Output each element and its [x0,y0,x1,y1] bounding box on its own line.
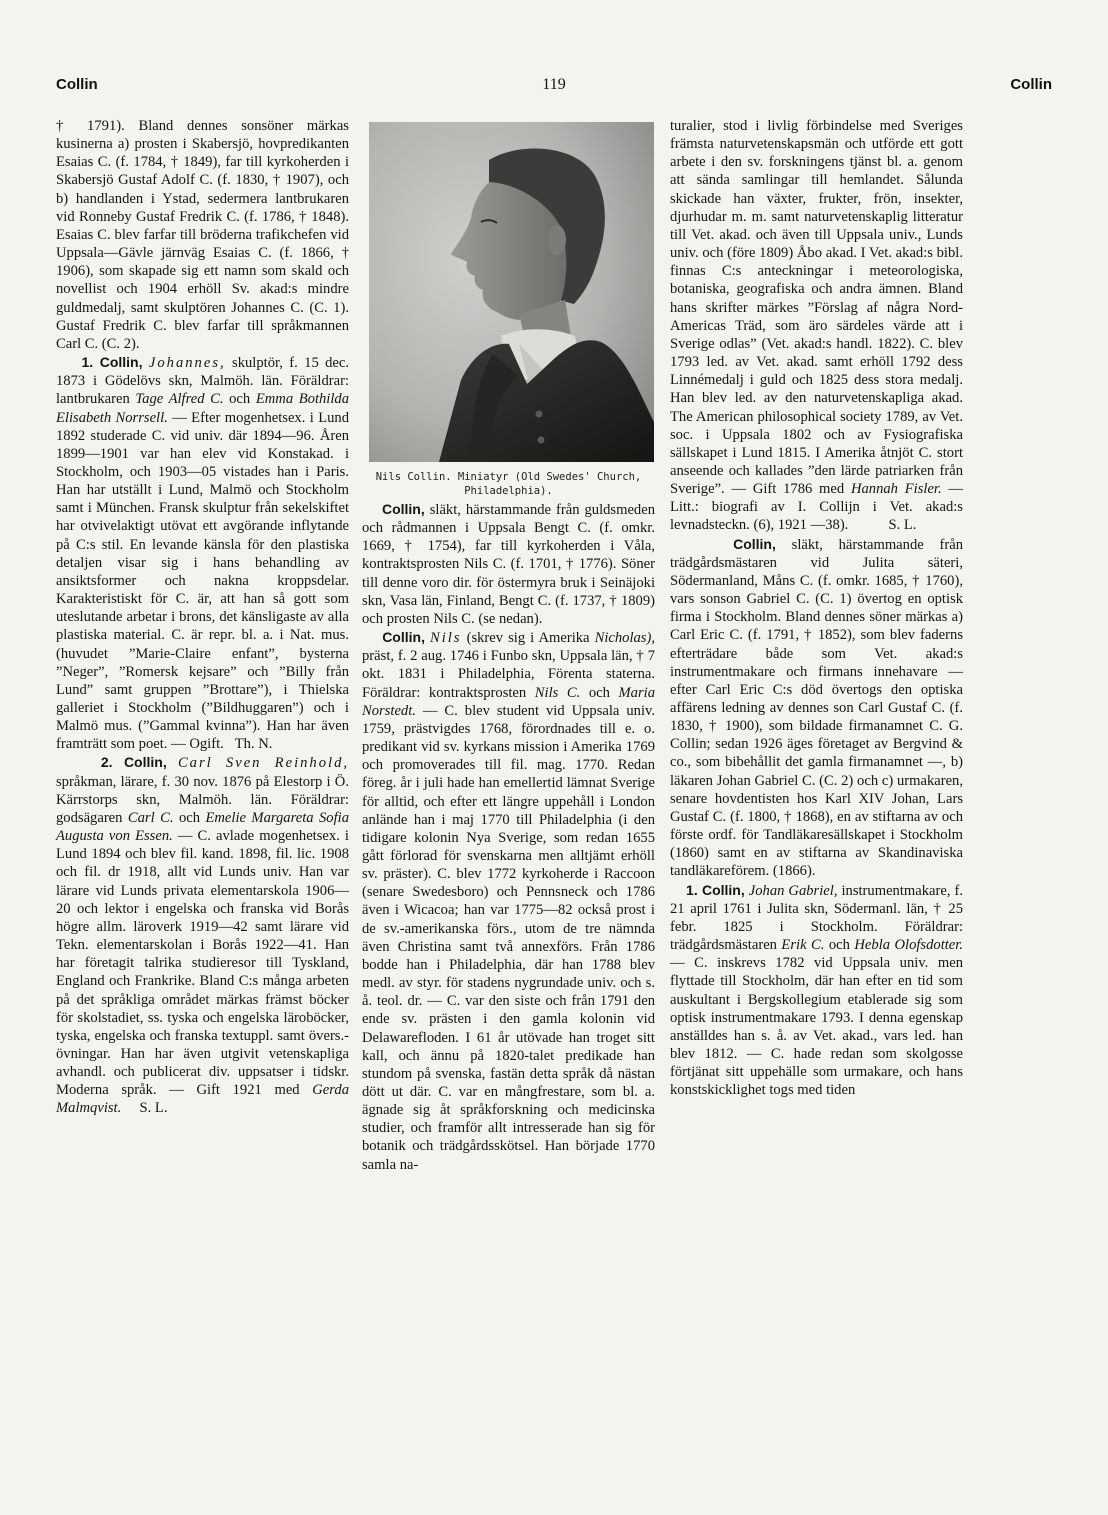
entry-nils-continued [670,117,963,535]
parent-name: Erik C. [781,937,825,954]
entry-text: och [223,391,256,408]
page-number: 119 [542,76,566,93]
spouse-name: Hannah Fisler. [850,481,942,498]
entry-text: skulptör, f. 15 dec. 1873 i Gödelövs skn, Malmöh. län. Föräldrar: lantbrukaren [56,355,350,408]
entry-johannes [56,353,349,753]
author-signature: S. L. [139,1100,168,1117]
alt-name: Nicholas), [594,630,655,647]
entry-text: släkt, härstammande från trädgårdsmästaren vid Julita säteri, Södermanland, Måns C. (f. omkr. 1685, † 1760), vars sonson Gabriel C. (C. 1) övertog en optisk firma i Stockholm. Bland dennes söner märkas a) Carl Eric C. (f. 1791, † 1852), som blev faderns efterträdare både som Vet. akad:s instrumentmakare och firmans innehavare — efter Carl Eric C:s död övertogs den optiska affärens ledning av dennes son Carl Gustaf C. (f. 1830, † 1900), som bildade firmanamnet C. G. Collin; sedan 1926 äges företaget av Bergvind & co., som bibehållit det gamla firmanamnet —, b) läkaren Johan Gabriel C. (C. 2) och c) urmakaren, senare hovdentisten hos Karl XIV Johan, Lars Gustaf C. (f. 1800, † 1868), en av stiftarna av och förste ordf. för Tandläkaresällskapet i Stockholm (1860) samt en av stiftarna av Skandinaviska tandläkareförem. (1866). [670,536,963,880]
entry-carl [56,753,349,1117]
entry-text: (skrev sig i Amerika [461,630,595,647]
column-right [670,117,963,1099]
author-signature: S. L. [888,517,917,534]
parent-name: Carl C. [127,809,174,826]
entry-family-1 [362,500,655,628]
entry-label: 1. Collin, [686,881,745,898]
entry-text: präst, f. 2 aug. 1746 i Funbo skn, Uppsala län, † 7 okt. 1831 i Philadelphia, Förenta staterna. Föräldrar: kontraktsprosten [362,648,655,701]
parent-name: Maria Norstedt. [362,684,655,719]
parent-name: Hebla Olofsdotter. [854,937,963,954]
entry-text: och [824,937,855,954]
portrait-drawing [369,122,654,462]
entry-name: Carl Sven Reinhold, [177,755,350,772]
entry-text: — Litt.: biografi av I. Collijn i Vet. akad:s levnadsteckn. (6), 1921 —38). [670,481,963,534]
parent-name: Tage Alfred C. [135,391,224,408]
running-head-right: Collin [1010,76,1052,93]
entry-name: Johannes, [148,355,226,372]
entry-text: och [580,684,619,701]
portrait-caption: Nils Collin. Miniatyr (Old Swedes' Church, Philadelphia). [375,471,642,497]
entry-family-2 [670,535,963,881]
entry-text: instrumentmakare, f. 21 april 1761 i Julita skn, Södermanl. län, † 25 febr. 1825 i Stockholm. Föräldrar: trädgårdsmästaren [670,882,963,954]
intro-paragraph: † 1791). Bland dennes sonsöner märkas kusinerna a) prosten i Skabersjö, hovpredikanten Esaias C. (f. 1784, † 1849), far till kyrkoherden i Skabersjö Gustaf Adolf C. (f. 1830, † 1907), och b) handlanden i Ystad, sedermera lantbrukaren vid Ronneby Gustaf Fredrik C. (f. 1786, † 1848). Esaias C. blev farfar till bröderna trafikchefen vid Uppsala—Gävle järnväg Esaias C. (f. 1866, † 1906), som skapade sig ett namn som skald och novellist och 1904 erhöll Sv. akad:s mindre guldmedalj, samt skulptören Johannes C. (C. 1). Gustaf Fredrik C. blev farfar till språkmannen Carl C. (C. 2). [56,118,349,352]
entry-name: Nils [430,630,462,647]
parent-name: Emma Bothilda Elisabeth Norrsell. [56,391,349,426]
parent-name: Nils C. [534,684,581,701]
entry-text: turalier, stod i livlig förbindelse med Sveriges främsta naturvetenskapsmän och utförde ett gott arbete i den sv. forskningens tjänst bl. a. genom att sända samlingar till hemlandet. Sålunda skickade han växter, frukter, frön, insekter, djurhudar m. m. samt naturvetenskaplig litteratur till Vet. akad. och även till Uppsala univ., Lunds univ. och (före 1809) Åbo akad. I Vet. akad:s bibl. finnas C:s anteckningar i meteorologiska, botaniska, geografiska och andra ämnen. Bland hans skrifter märkes ”Förslag af några Nord-Americas Träd, som äro särdeles värde att i Sverige odlas” (Vet. akad:s handl. 1822). C. blev 1793 led. av Vet. akad. samt erhöll 1792 dess Linnémedalj i guld och 1825 dess stora medalj. Han blev led. av den naturvetenskapliga akad. The American philosophical society 1789, av Vet. soc. i Uppsala 1802 och av Fysiografiska sällskapet i Lund 1815. I Amerika åtnjöt C. stort anseende och kallades ”den lärde patriarken från Sverige”. — Gift 1786 med [670,118,963,498]
entry-label: Collin, [381,501,425,517]
entry-text: släkt, härstammande från guldsmeden och rådmannen i Uppsala Bengt C. (f. omkr. 1669, † 1754), far till kyrkoherden i Våla, kontraktsprosten Nils C. (f. 1701, † 1776). Söner till denne voro dir. för östermyra bruk i Seinäjoki skn, Vasa län, Finland, Bengt C. (f. 1737, † 1809) och prosten Nils C. (se nedan). [362,502,656,627]
entry-text: — C. blev student vid Uppsala univ. 1759, prästvigdes 1768, förordnades till e. o. predikant vid sv. kyrkans mission i Amerika 1769 och promoverades till fil. mag. 1770. Redan föreg. år i juli hade han emellertid lämnat Sverige för alltid, och efter ett längre uppehåll i London anlände han i maj 1770 till Philadelphia (i den tidigare kolonin Nya Sverige, som redan 1655 gått förlorad för svenskarna men alltjämt erhöll sv. präster). C. blev 1772 kyrkoherde i Raccoon (senare Swedesboro) och Pennsneck och 1786 även i Wicacoa; han var 1775—82 också prost i de sv.-amerikanska förs., utom de tre nämnda även Christina samt två annexförs. Från 1786 bodde han i Philadelphia, där han 1788 blev medl. av styr. för stadens nygrundade univ. och s. å. teol. dr. — C. var den siste och från 1791 den ende sv. prästen i den gamla kolonin vid Delawarefloden. I 61 år utövade han troget sitt kall, och ännu på 1820-talet predikade han stundom på svenska, fastän detta språk då nästan dött ut där. C. var en mångfrestare, som bl. a. ägnade sig åt språkforskning och medicinska studier, och framför allt intresserade han sig för botanik och trädgårdsskötsel. Han började 1770 samla na- [362,702,655,1173]
entry-text: — C. avlade mogenhetsex. i Lund 1894 och blev fil. kand. 1898, fil. lic. 1908 och fil. dr 1918, allt vid Lunds univ. Han var lärare vid Lunds privata elementarskola 1906—20 och lektor i engelska och franska vid Borås högre allm. läroverk 1919—42 samt lärare vid Tekn. elementarskolan i Borås 1922—41. Han har företagit talrika studieresor till Tyskland, England och Frankrike. Bland C:s många arbeten på det språkliga området märkas främst böcker för skolstadiet, ss. tyska och engelska läroböcker, tyska, engelska och franska textuppl. samt övers.-övningar. Han har även utgivit vetenskapliga avhandl. och publicerat div. uppsatser i tidskr. Moderna språk. — Gift 1921 med [56,828,349,1099]
entry-johan-gabriel [670,881,963,1100]
portrait-image [369,122,654,462]
entry-label: Collin, [733,535,776,552]
author-signature: Th. N. [234,736,273,753]
entry-label: 2. Collin, [100,754,167,771]
entry-label: Collin, [382,629,425,646]
column-left [56,117,349,1118]
entry-name: Johan Gabriel, [748,882,838,899]
spouse-name: Gerda Malmqvist. [56,1082,349,1117]
entry-text: — Efter mogenhetsex. i Lund 1892 studerade C. vid univ. där 1894—96. Åren 1899—1901 var han elev vid Konstakad. i Stockholm, och 1903—05 vistades han i Paris. Han har utställt i Lund, Malmö och Stockholm samt i München. Fransk skulptur från sekelskiftet har otvivelaktigt utövat ett avgörande inflytande på C:s stil. En levande känsla för den plastiska detaljen visar sig i hans behandling av ansiktsformer och nakna kroppsdelar. Karakteristiskt för C. är, att han så gott som uteslutande arbetar i brons, det känsligaste av alla plastiska material. C. är repr. bl. a. i Nat. mus. (huvudet ”Marie-Claire enfant”, bysterna ”Neger”, ”Romersk kejsare” och ”Billy från Lund” samt gruppen ”Brottare”), i Thielska galleriet i Stockholm (”Bildhuggaren”) och i Malmö mus. (”Gammal kvinna”). Han har även framträtt som poet. — Ogift. [56,409,349,753]
entry-nils [362,628,655,1174]
parent-name: Emelie Margareta Sofia Augusta von Essen. [56,809,350,845]
entry-label: 1. Collin, [81,354,143,371]
entry-text: och [173,809,206,826]
entry-text: språkman, lärare, f. 30 nov. 1876 på Elestorp i Ö. Kärrstorps skn, Malmöh. län. Föräldrar: godsägaren [56,773,349,826]
entry-text: — C. inskrevs 1782 vid Uppsala univ. men flyttade till Stockholm, där han efter en tid som auskultant i Bergskollegium etablerade sig som optisk instrumentmakare 1793. I denna egenskap anställdes han s. å. av Vet. akad., vars led. han blev 1812. — C. hade redan som skolgosse förtjänat sitt uppehälle som urmakare, och hans konstskicklighet togs med tiden [670,955,963,1099]
running-head-left: Collin [56,76,98,93]
column-middle [362,500,655,1174]
